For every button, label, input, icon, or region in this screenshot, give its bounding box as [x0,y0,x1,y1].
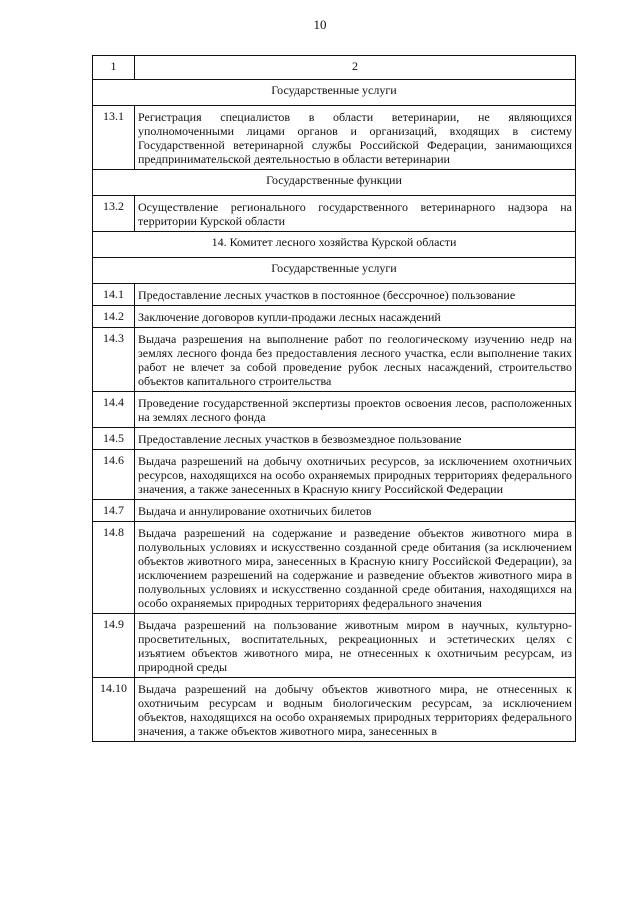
item-number: 14.2 [93,306,135,328]
table-row [93,450,576,500]
item-number: 14.10 [93,678,135,742]
item-description: Выдача и аннулирование охотничьих билетов [135,500,576,522]
item-description: Осуществление регионального государственного ветеринарного надзора на территории Курской области [135,196,576,232]
item-number: 14.5 [93,428,135,450]
item-description: Выдача разрешений на пользование животным миром в научных, культурно-просветительных, воспитательных, рекреационных и эстетических целях с изъятием объектов животного мира, не отнесенных к охотничьим ресурсам, из природной среды [135,614,576,678]
section-row [93,170,576,196]
item-number: 14.3 [93,328,135,392]
item-description: Выдача разрешений на добычу объектов животного мира, не отнесенных к охотничьим ресурсам и водным биологическим ресурсам, за исключением объектов, находящихся на особо охраняемых природных территориях федерального значения, а также объектов животного мира, занесенных в [135,678,576,742]
page-number: 10 [313,17,327,32]
item-number: 14.8 [93,522,135,614]
item-number: 14.4 [93,392,135,428]
table-body [93,56,576,742]
item-number: 14.9 [93,614,135,678]
item-description: Проведение государственной экспертизы проектов освоения лесов, расположенных на землях лесного фонда [135,392,576,428]
table-row [93,106,576,170]
table-row [93,392,576,428]
table-row [93,328,576,392]
item-description: Предоставление лесных участков в безвозмездное пользование [135,428,576,450]
header-col-2: 2 [135,56,576,80]
section-row [93,232,576,258]
item-number: 13.2 [93,196,135,232]
table-row [93,428,576,450]
section-title: Государственные функции [93,170,576,196]
item-description: Выдача разрешений на добычу охотничьих ресурсов, за исключением охотничьих ресурсов, находящихся на особо охраняемых природных территориях федерального значения, а также занесенных в Красную книгу Российской Федерации [135,450,576,500]
table-row [93,306,576,328]
item-number: 14.7 [93,500,135,522]
section-row [93,80,576,106]
section-title: 14. Комитет лесного хозяйства Курской области [93,232,576,258]
section-title: Государственные услуги [93,80,576,106]
item-number: 14.6 [93,450,135,500]
header-row [93,56,576,80]
table-row [93,614,576,678]
table-row [93,284,576,306]
item-number: 13.1 [93,106,135,170]
services-table [92,55,576,742]
table-row [93,678,576,742]
item-description: Регистрация специалистов в области ветеринарии, не являющихся уполномоченными лицами органов и организаций, входящих в систему Государственной ветеринарной службы Российской Федерации, занимающихся предпринимательской деятельностью в области ветеринарии [135,106,576,170]
header-col-1: 1 [93,56,135,80]
item-description: Выдача разрешений на содержание и разведение объектов животного мира в полувольных условиях и искусственно созданной среде обитания (за исключением объектов животного мира, занесенных в Красную книгу Российской Федерации), за исключением разрешений на содержание и разведение объектов животного мира в полувольных условиях и искусственно созданной среде обитания, находящихся на особо охраняемых природных территориях федерального значения [135,522,576,614]
section-title: Государственные услуги [93,258,576,284]
item-description: Заключение договоров купли-продажи лесных насаждений [135,306,576,328]
table-row [93,522,576,614]
section-row [93,258,576,284]
table-row [93,196,576,232]
table-row [93,500,576,522]
item-description: Выдача разрешения на выполнение работ по геологическому изучению недр на землях лесного фонда без предоставления лесного участка, если выполнение таких работ не влечет за собой проведение рубок лесных насаждений, строительство объектов капитального строительства [135,328,576,392]
item-description: Предоставление лесных участков в постоянное (бессрочное) пользование [135,284,576,306]
item-number: 14.1 [93,284,135,306]
